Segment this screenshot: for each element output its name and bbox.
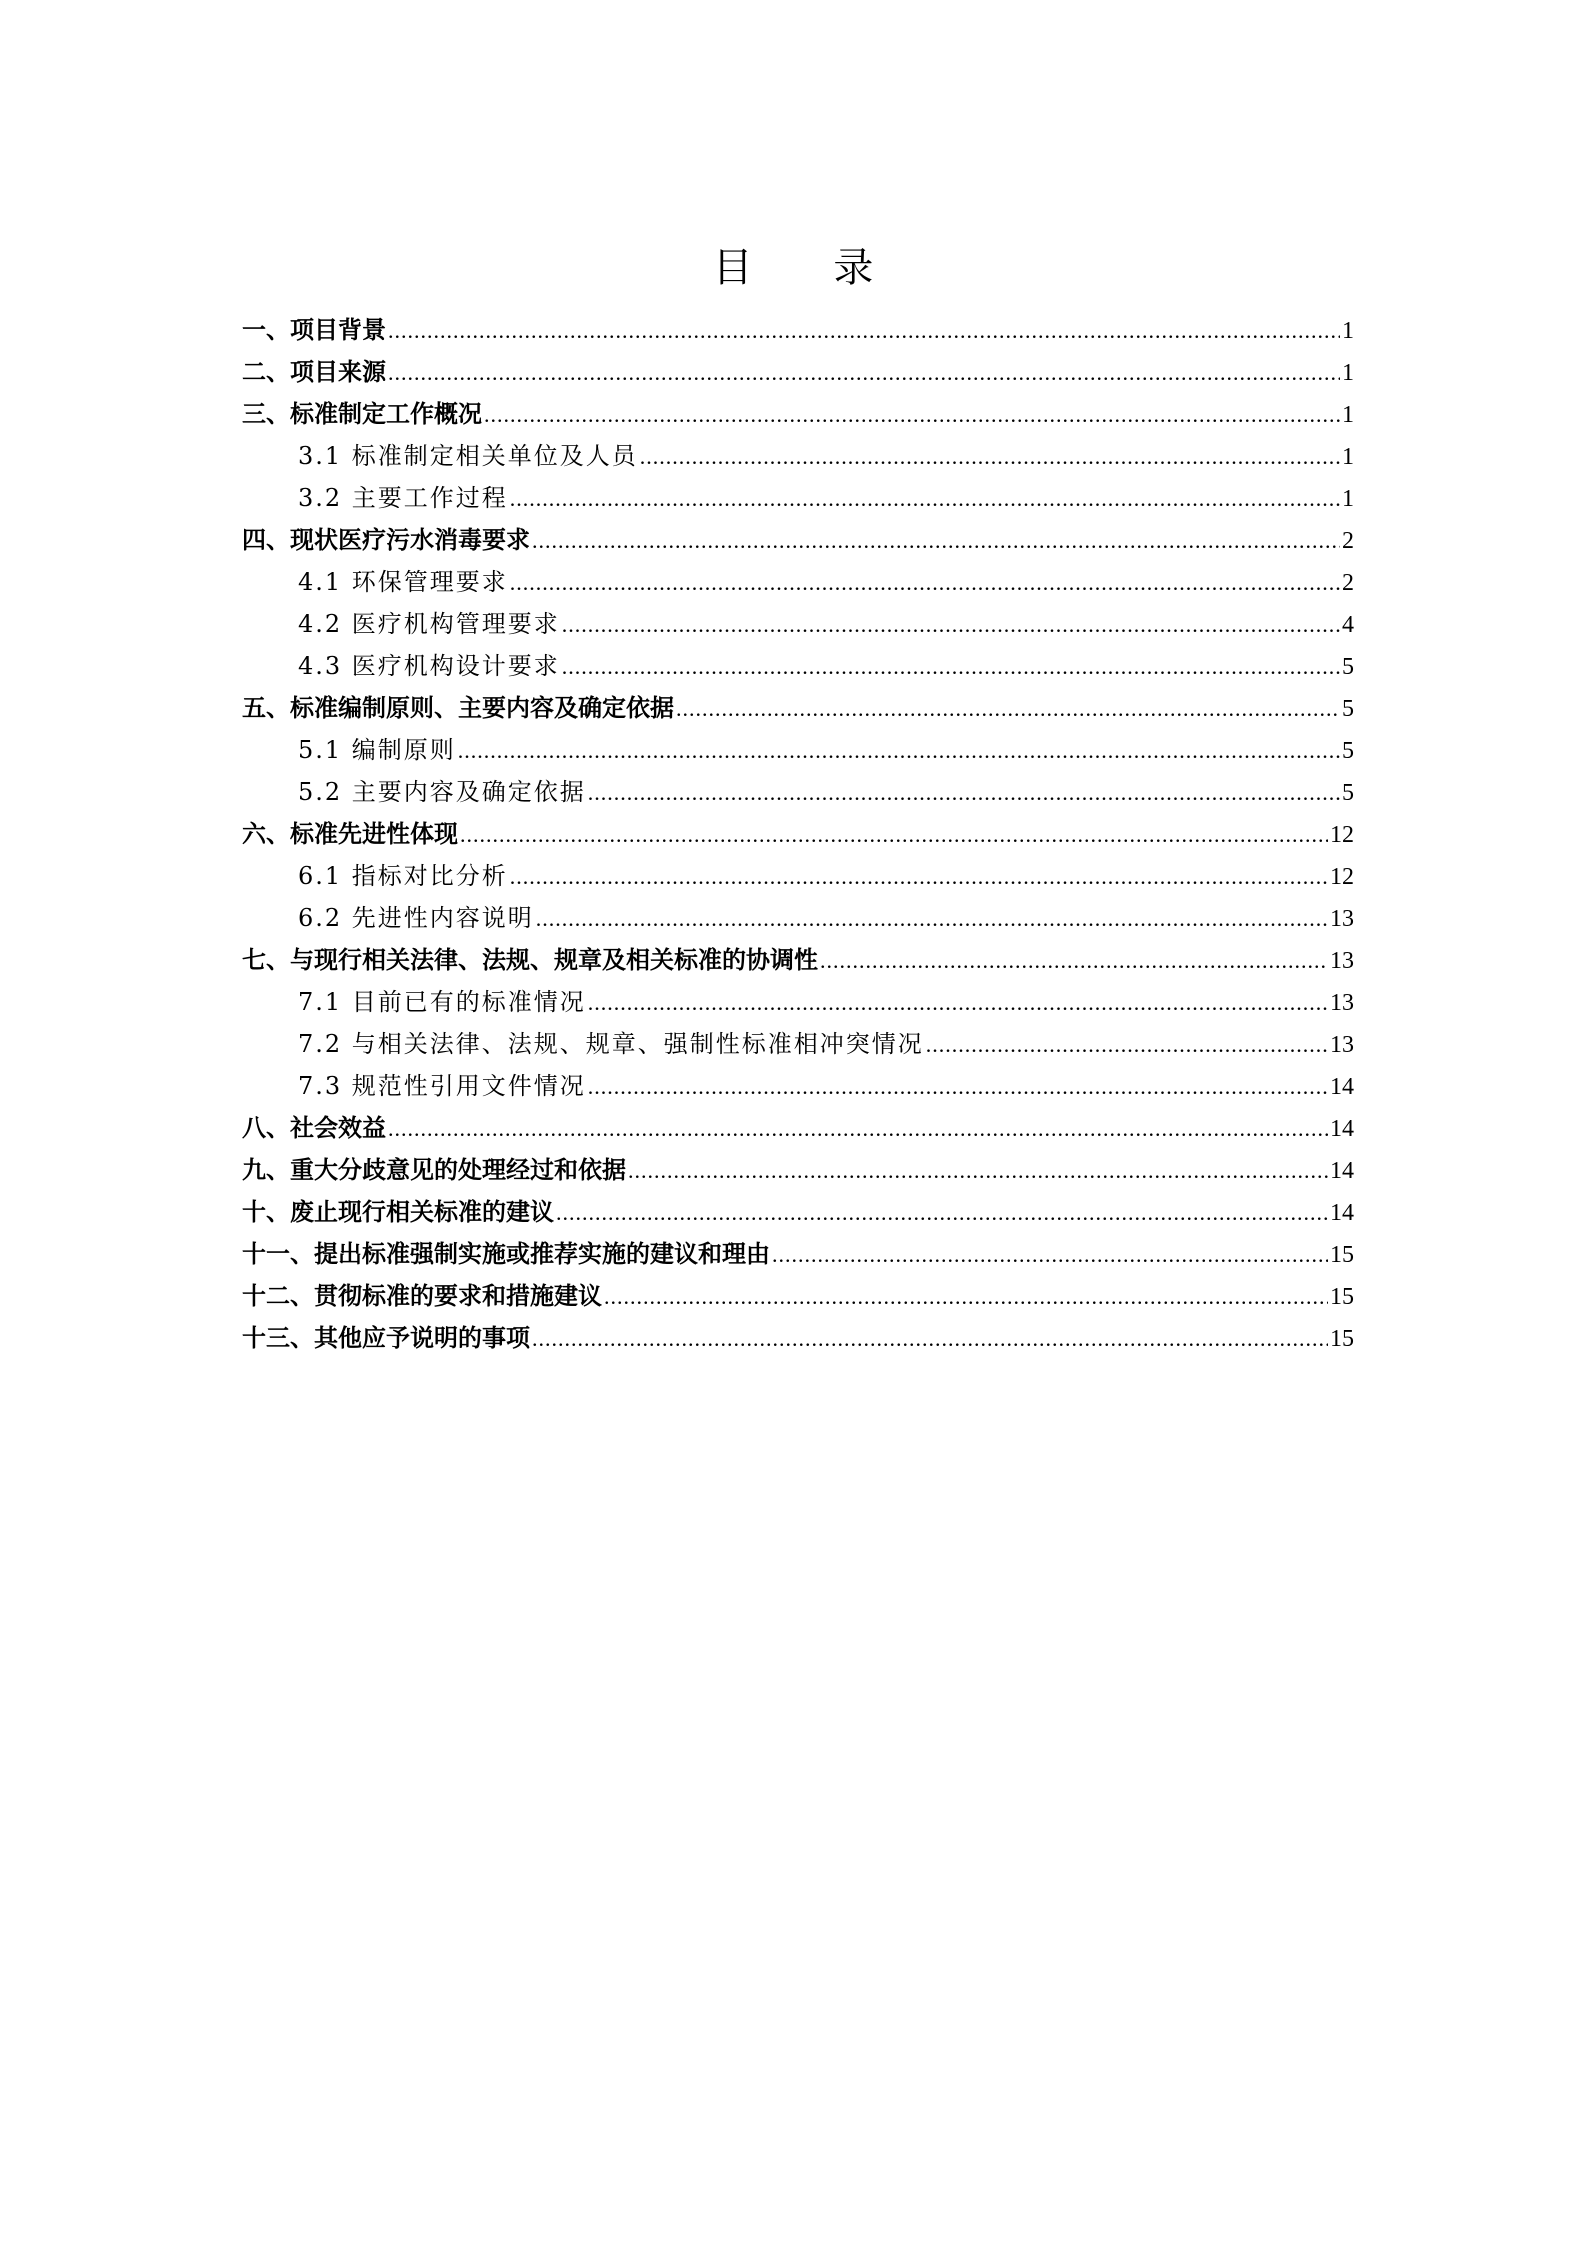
toc-entry[interactable]: [242, 519, 1354, 561]
toc-entry-page-number: 1: [1342, 318, 1354, 344]
toc-entry-label: 五、标准编制原则、主要内容及确定依据: [242, 694, 674, 722]
toc-entry-label: 5.1 编制原则: [298, 736, 456, 764]
toc-entry[interactable]: [242, 897, 1354, 939]
toc-entry[interactable]: [242, 939, 1354, 981]
toc-dot-leader: [562, 604, 1340, 646]
toc-dot-leader: [388, 310, 1340, 352]
toc-entry[interactable]: [242, 435, 1354, 477]
toc-entry-page-number: 5: [1342, 696, 1354, 722]
toc-entry[interactable]: [242, 1233, 1354, 1275]
toc-entry-label: 十三、其他应予说明的事项: [242, 1324, 530, 1352]
toc-entry[interactable]: [242, 645, 1354, 687]
toc-entry-label: 4.3 医疗机构设计要求: [298, 652, 560, 680]
toc-entry-label: 九、重大分歧意见的处理经过和依据: [242, 1156, 626, 1184]
toc-entry-label: 3.2 主要工作过程: [298, 484, 508, 512]
toc-entry-page-number: 13: [1330, 990, 1354, 1016]
toc-entry-page-number: 12: [1330, 864, 1354, 890]
toc-entry-label: 3.1 标准制定相关单位及人员: [298, 442, 638, 470]
toc-entry[interactable]: [242, 351, 1354, 393]
toc-entry-label: 六、标准先进性体现: [242, 820, 458, 848]
toc-entry[interactable]: [242, 1023, 1354, 1065]
toc-entry[interactable]: [242, 1191, 1354, 1233]
toc-entry-label: 三、标准制定工作概况: [242, 400, 482, 428]
toc-dot-leader: [388, 352, 1340, 394]
toc-title: 目 录: [712, 245, 908, 291]
toc-entry-label: 十、废止现行相关标准的建议: [242, 1198, 554, 1226]
toc-entry-label: 4.2 医疗机构管理要求: [298, 610, 560, 638]
toc-entry-page-number: 5: [1342, 654, 1354, 680]
toc-entry[interactable]: [242, 1317, 1354, 1359]
toc-entry-page-number: 15: [1330, 1326, 1354, 1352]
toc-dot-leader: [484, 394, 1340, 436]
toc-dot-leader: [388, 1108, 1328, 1150]
toc-entry-page-number: 12: [1330, 822, 1354, 848]
toc-entry[interactable]: [242, 477, 1354, 519]
toc-entry-label: 七、与现行相关法律、法规、规章及相关标准的协调性: [242, 946, 818, 974]
toc-entry[interactable]: [242, 981, 1354, 1023]
toc-dot-leader: [926, 1024, 1328, 1066]
toc-dot-leader: [532, 520, 1340, 562]
toc-entry-page-number: 15: [1330, 1284, 1354, 1310]
toc-entry-page-number: 13: [1330, 1032, 1354, 1058]
toc-entry-page-number: 13: [1330, 948, 1354, 974]
toc-dot-leader: [510, 478, 1340, 520]
toc-entry-label: 6.2 先进性内容说明: [298, 904, 534, 932]
toc-dot-leader: [772, 1234, 1328, 1276]
toc-entry-label: 十二、贯彻标准的要求和措施建议: [242, 1282, 602, 1310]
toc-entry-label: 八、社会效益: [242, 1114, 386, 1142]
toc-entry-label: 6.1 指标对比分析: [298, 862, 508, 890]
toc-entry-page-number: 1: [1342, 402, 1354, 428]
toc-dot-leader: [510, 856, 1328, 898]
toc-entry-label: 7.1 目前已有的标准情况: [298, 988, 586, 1016]
toc-entry-label: 四、现状医疗污水消毒要求: [242, 526, 530, 554]
toc-entry[interactable]: [242, 813, 1354, 855]
toc-entry-page-number: 2: [1342, 528, 1354, 554]
toc-entry[interactable]: [242, 855, 1354, 897]
toc-dot-leader: [588, 982, 1328, 1024]
toc-entry[interactable]: [242, 1275, 1354, 1317]
toc-dot-leader: [640, 436, 1340, 478]
toc-dot-leader: [676, 688, 1340, 730]
toc-entry[interactable]: [242, 729, 1354, 771]
toc-dot-leader: [460, 814, 1328, 856]
table-of-contents: [242, 309, 1354, 1359]
toc-entry[interactable]: [242, 393, 1354, 435]
toc-entry-label: 4.1 环保管理要求: [298, 568, 508, 596]
toc-entry-label: 5.2 主要内容及确定依据: [298, 778, 586, 806]
toc-dot-leader: [588, 772, 1340, 814]
toc-entry[interactable]: [242, 561, 1354, 603]
toc-entry-page-number: 5: [1342, 780, 1354, 806]
toc-entry[interactable]: [242, 309, 1354, 351]
toc-entry-page-number: 1: [1342, 486, 1354, 512]
toc-dot-leader: [820, 940, 1328, 982]
toc-entry-page-number: 5: [1342, 738, 1354, 764]
toc-dot-leader: [588, 1066, 1328, 1108]
toc-entry-label: 7.3 规范性引用文件情况: [298, 1072, 586, 1100]
toc-entry-page-number: 15: [1330, 1242, 1354, 1268]
toc-entry-page-number: 14: [1330, 1158, 1354, 1184]
toc-entry-page-number: 4: [1342, 612, 1354, 638]
toc-entry[interactable]: [242, 603, 1354, 645]
toc-dot-leader: [628, 1150, 1328, 1192]
toc-entry-page-number: 13: [1330, 906, 1354, 932]
toc-dot-leader: [532, 1318, 1328, 1360]
toc-entry[interactable]: [242, 687, 1354, 729]
toc-dot-leader: [458, 730, 1340, 772]
toc-dot-leader: [510, 562, 1340, 604]
toc-entry-label: 二、项目来源: [242, 358, 386, 386]
toc-entry-label: 十一、提出标准强制实施或推荐实施的建议和理由: [242, 1240, 770, 1268]
toc-entry[interactable]: [242, 771, 1354, 813]
toc-entry-page-number: 1: [1342, 444, 1354, 470]
toc-entry-page-number: 2: [1342, 570, 1354, 596]
toc-dot-leader: [536, 898, 1328, 940]
toc-entry-label: 一、项目背景: [242, 316, 386, 344]
toc-entry-page-number: 14: [1330, 1074, 1354, 1100]
toc-entry-page-number: 1: [1342, 360, 1354, 386]
toc-entry-page-number: 14: [1330, 1200, 1354, 1226]
toc-dot-leader: [562, 646, 1340, 688]
toc-entry-page-number: 14: [1330, 1116, 1354, 1142]
toc-dot-leader: [556, 1192, 1328, 1234]
toc-entry[interactable]: [242, 1149, 1354, 1191]
toc-entry[interactable]: [242, 1065, 1354, 1107]
toc-entry[interactable]: [242, 1107, 1354, 1149]
toc-entry-label: 7.2 与相关法律、法规、规章、强制性标准相冲突情况: [298, 1030, 924, 1058]
toc-dot-leader: [604, 1276, 1328, 1318]
